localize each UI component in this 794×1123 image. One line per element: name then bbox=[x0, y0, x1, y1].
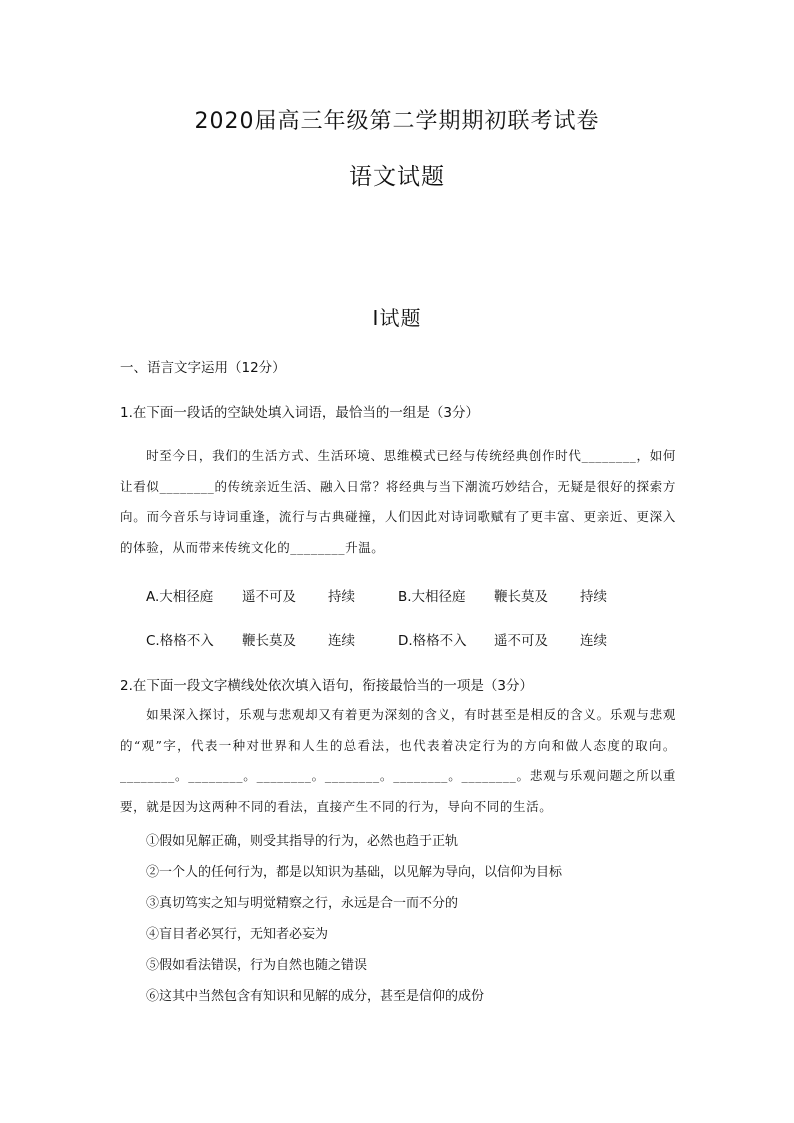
option-word: 持续 bbox=[580, 589, 607, 605]
exam-subtitle: 语文试题 bbox=[349, 164, 445, 190]
option-label: A.大相径庭 bbox=[146, 589, 214, 605]
section-heading: 一、语言文字运用（12分） bbox=[120, 360, 286, 376]
option-c bbox=[146, 629, 355, 649]
sentence-item-2: ②一个人的任何行为，都是以知识为基础，以见解为导向，以信仰为目标 bbox=[146, 865, 563, 880]
part-heading: Ⅰ试题 bbox=[372, 306, 422, 330]
question-2-text: 如果深入探讨，乐观与悲观却又有着更为深刻的含义，有时甚至是相反的含义。乐观与悲观的“观”字，代表一种对世界和人生的总看法，也代表着决定行为的方向和做人态度的取向。________。________。________。________。________。________。悲观与乐观问题之所以重要，就是因为这两种不同的看法，直接产生不同的行为，导向不同的生活。 bbox=[120, 707, 676, 814]
option-word: 遥不可及 bbox=[242, 589, 296, 605]
exam-title: 2020届高三年级第二学期期初联考试卷 bbox=[194, 109, 600, 134]
question-1-stem: 1.在下面一段话的空缺处填入词语，最恰当的一组是（3分） bbox=[120, 405, 479, 421]
option-d bbox=[398, 629, 607, 649]
question-2-stem: 2.在下面一段文字横线处依次填入语句，衔接最恰当的一项是（3分） bbox=[120, 678, 533, 694]
option-word: 连续 bbox=[328, 633, 355, 649]
option-a bbox=[146, 585, 355, 605]
option-label: C.格格不入 bbox=[146, 633, 214, 649]
option-word: 遥不可及 bbox=[494, 633, 548, 649]
question-2-paragraph bbox=[120, 700, 676, 822]
sentence-item-3: ③真切笃实之知与明觉精察之行，永远是合一而不分的 bbox=[146, 896, 459, 911]
option-word: 持续 bbox=[328, 589, 355, 605]
option-label: B.大相径庭 bbox=[398, 589, 466, 605]
sentence-item-5: ⑤假如看法错误，行为自然也随之错误 bbox=[146, 958, 368, 973]
sentence-item-1: ①假如见解正确，则受其指导的行为，必然也趋于正轨 bbox=[146, 834, 459, 849]
sentence-item-4: ④盲目者必冥行，无知者必妄为 bbox=[146, 927, 329, 942]
sentence-item-6: ⑥这其中当然包含有知识和见解的成分，甚至是信仰的成份 bbox=[146, 989, 485, 1004]
option-word: 鞭长莫及 bbox=[494, 589, 548, 605]
option-word: 鞭长莫及 bbox=[242, 633, 296, 649]
question-1-text: 时至今日，我们的生活方式、生活环境、思维模式已经与传统经典创作时代________，如何让看似________的传统亲近生活、融入日常？将经典与当下潮流巧妙结合，无疑是很好的探索方向。而今音乐与诗词重逢，流行与古典碰撞，人们因此对诗词歌赋有了更丰富、更亲近、更深入的体验，从而带来传统文化的________升温。 bbox=[120, 448, 676, 555]
option-word: 连续 bbox=[580, 633, 607, 649]
question-1-paragraph bbox=[120, 441, 676, 563]
option-b bbox=[398, 585, 607, 605]
option-label: D.格格不入 bbox=[398, 633, 467, 649]
